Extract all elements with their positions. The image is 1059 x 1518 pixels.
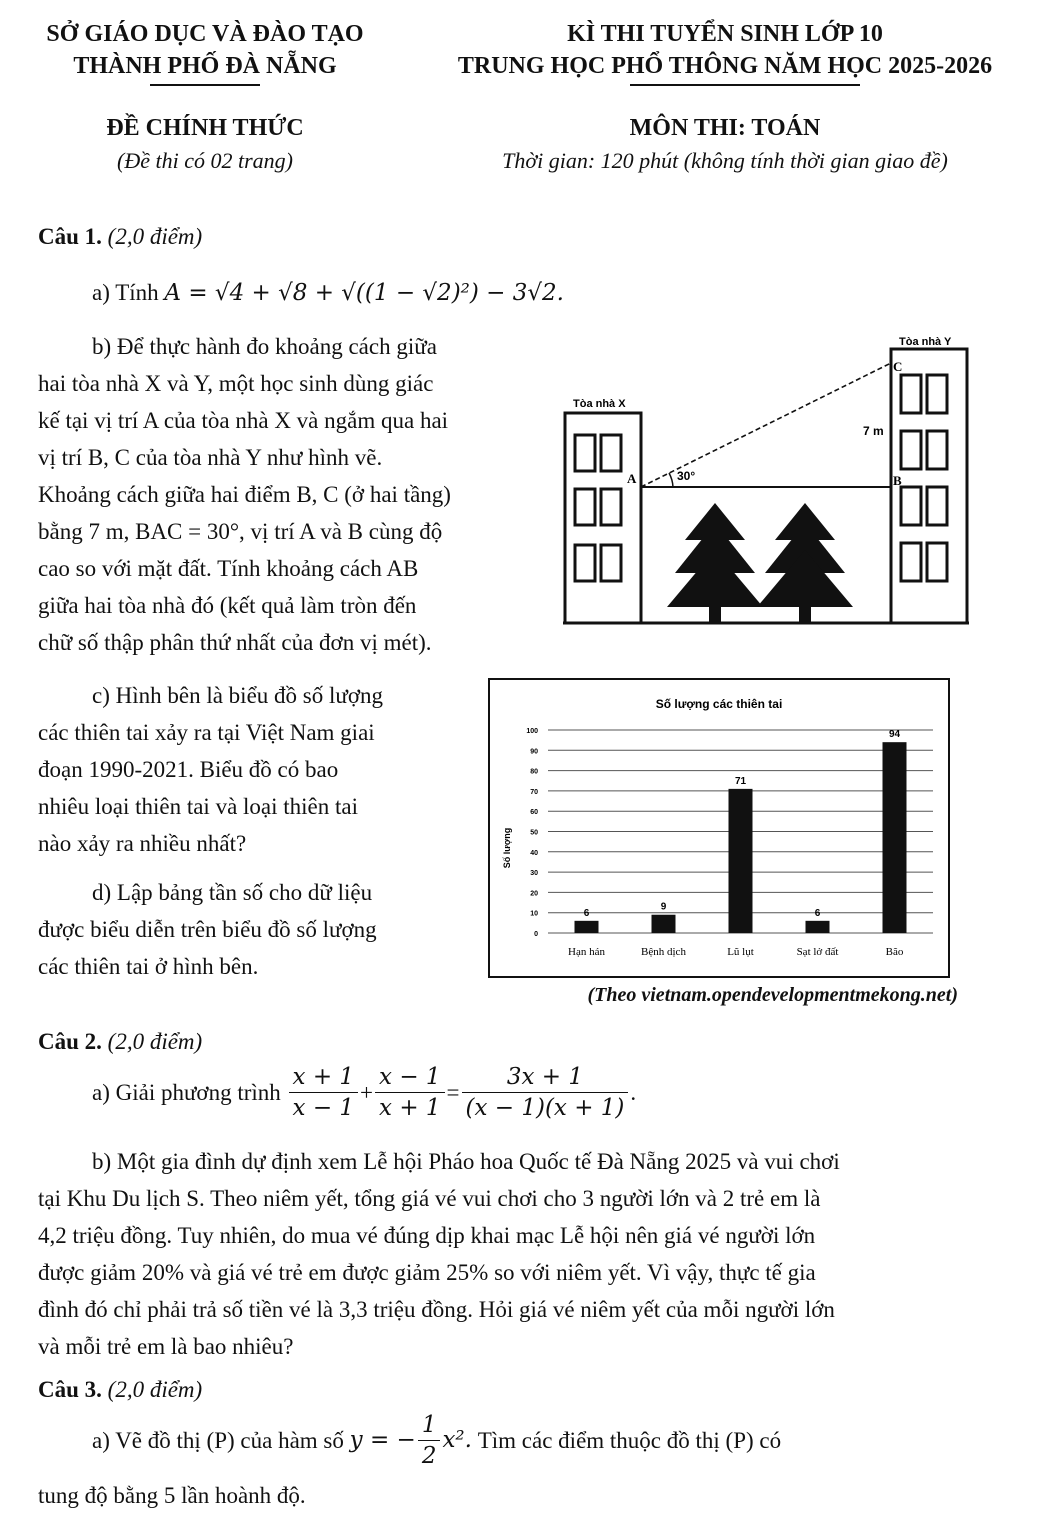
q3a-text-cont: Tìm các điểm thuộc đồ thị (P) có bbox=[477, 1428, 782, 1453]
q2a-fraction-2 bbox=[375, 1062, 445, 1123]
tree-icon bbox=[667, 503, 763, 623]
chart-x-tick-label: Lũ lụt bbox=[727, 946, 754, 958]
chart-y-tick-label: 0 bbox=[534, 931, 538, 938]
q2b-line: 4,2 triệu đồng. Tuy nhiên, do mua vé đúng dịp khai mạc Lễ hội nên giá vé người lớn bbox=[38, 1223, 816, 1248]
chart-y-tick-label: 40 bbox=[530, 849, 538, 857]
fraction-denominator: 2 bbox=[421, 1443, 437, 1469]
point-c-label: C bbox=[893, 359, 903, 374]
fraction-denominator: x − 1 bbox=[292, 1095, 355, 1121]
fraction-numerator: x − 1 bbox=[375, 1062, 445, 1093]
q1c-line: nhiêu loại thiên tai và loại thiên tai bbox=[38, 794, 358, 819]
equals-sign: = bbox=[446, 1080, 460, 1105]
q1b-line: chữ số thập phân thứ nhất của đơn vị mét). bbox=[38, 630, 432, 655]
q2b-line: đình đó chỉ phải trả số tiền vé là 3,3 triệu đồng. Hỏi giá vé niêm yết của mỗi người lớn bbox=[38, 1297, 835, 1322]
q3-points: (2,0 điểm) bbox=[107, 1377, 203, 1402]
department-name: SỞ GIÁO DỤC VÀ ĐÀO TẠO bbox=[46, 21, 364, 47]
school-year: TRUNG HỌC PHỔ THÔNG NĂM HỌC 2025-2026 bbox=[457, 53, 993, 79]
chart-y-tick-label: 50 bbox=[530, 829, 538, 837]
q1d-line: d) Lập bảng tần số cho dữ liệu bbox=[92, 880, 373, 905]
chart-y-tick-label: 20 bbox=[530, 890, 538, 898]
subject-label: MÔN THI: TOÁN bbox=[629, 115, 821, 141]
chart-data-label: 6 bbox=[583, 907, 590, 919]
chart-data-label: 6 bbox=[814, 907, 821, 919]
fraction-numerator: x + 1 bbox=[289, 1062, 359, 1093]
q1b-line: cao so với mặt đất. Tính khoảng cách AB bbox=[38, 556, 419, 581]
city-name: THÀNH PHỐ ĐÀ NẴNG bbox=[73, 53, 337, 79]
q2b-line: và mỗi trẻ em là bao nhiêu? bbox=[38, 1334, 294, 1359]
q1b-line: bằng 7 m, BAC = 30°, vị trí A và B cùng độ bbox=[38, 519, 443, 544]
q2-points: (2,0 điểm) bbox=[107, 1029, 203, 1054]
q1b-text bbox=[38, 328, 538, 661]
fraction-numerator: 3x + 1 bbox=[462, 1062, 629, 1093]
chart-data-label: 94 bbox=[888, 729, 901, 741]
q1a-label: a) Tính bbox=[92, 280, 159, 305]
angle-label: 30° bbox=[677, 469, 696, 483]
distance-label: 7 m bbox=[863, 424, 884, 438]
building-y bbox=[891, 349, 967, 623]
q2b-text bbox=[38, 1143, 1013, 1365]
chart-bar bbox=[729, 789, 753, 933]
chart-y-tick-label: 30 bbox=[530, 870, 538, 878]
angle-arc bbox=[669, 473, 673, 487]
header-left bbox=[10, 18, 400, 82]
q3a-text: a) Vẽ đồ thị (P) của hàm số bbox=[92, 1428, 344, 1453]
exam-name: KÌ THI TUYỂN SINH LỚP 10 bbox=[567, 21, 883, 47]
q1b-line: Khoảng cách giữa hai điểm B, C (ở hai tầng) bbox=[38, 482, 451, 507]
q2-title: Câu 2. bbox=[38, 1029, 102, 1054]
chart-y-tick-label: 90 bbox=[530, 748, 538, 756]
q2a bbox=[92, 1062, 636, 1123]
q1b-line: vị trí B, C của tòa nhà Y như hình vẽ. bbox=[38, 445, 383, 470]
q1b-line: hai tòa nhà X và Y, một học sinh dùng giác bbox=[38, 371, 434, 396]
q2-heading bbox=[38, 1023, 202, 1060]
chart-y-axis-label: Số lượng bbox=[502, 827, 512, 869]
header-right bbox=[405, 18, 1045, 82]
q1c-text bbox=[38, 677, 464, 862]
q1c-line: các thiên tai xảy ra tại Việt Nam giai bbox=[38, 720, 375, 745]
q1-title: Câu 1. bbox=[38, 224, 102, 249]
q1a-expression: A = √4 + √8 + √((1 − √2)²) − 3√2. bbox=[164, 280, 564, 306]
q1c-line: đoạn 1990-2021. Biểu đồ có bao bbox=[38, 757, 339, 782]
chart-x-tick-label: Hạn hán bbox=[568, 946, 605, 958]
q2a-label: a) Giải phương trình bbox=[92, 1080, 281, 1105]
q2a-fraction-3 bbox=[462, 1062, 629, 1123]
chart-y-tick-label: 10 bbox=[530, 910, 538, 918]
official-label: ĐỀ CHÍNH THỨC bbox=[106, 115, 304, 141]
q1c-line: nào xảy ra nhiều nhất? bbox=[38, 831, 247, 856]
fraction-numerator: 1 bbox=[418, 1410, 441, 1441]
buildings-figure bbox=[555, 335, 975, 630]
chart-data-label: 71 bbox=[734, 775, 747, 787]
period: . bbox=[630, 1080, 637, 1105]
chart-y-tick-label: 100 bbox=[526, 728, 538, 735]
q1d-text bbox=[38, 874, 464, 985]
fraction-denominator: (x − 1)(x + 1) bbox=[465, 1095, 625, 1121]
point-a-label: A bbox=[627, 471, 637, 486]
pages-note: (Đề thi có 02 trang) bbox=[117, 148, 293, 173]
chart-bar bbox=[806, 921, 830, 933]
q1-points: (2,0 điểm) bbox=[107, 224, 203, 249]
chart-y-tick-label: 60 bbox=[530, 809, 538, 817]
q3a-function-lhs: y = − bbox=[349, 1427, 416, 1453]
chart-data-label: 9 bbox=[660, 901, 667, 913]
header-left-underline bbox=[150, 84, 260, 86]
chart-source bbox=[488, 984, 958, 1007]
q1-heading bbox=[38, 218, 202, 255]
chart-y-tick-label: 70 bbox=[530, 788, 538, 796]
time-note: Thời gian: 120 phút (không tính thời gian giao đề) bbox=[502, 148, 948, 173]
disaster-bar-chart bbox=[488, 678, 950, 978]
q1b-line: kế tại vị trí A của tòa nhà X và ngắm qua hai bbox=[38, 408, 449, 433]
chart-x-tick-label: Sạt lở đất bbox=[796, 946, 839, 958]
tree-icon bbox=[757, 503, 853, 623]
fraction-denominator: x + 1 bbox=[379, 1095, 441, 1121]
building-x bbox=[565, 413, 641, 623]
chart-bar bbox=[652, 915, 676, 933]
q3a-fraction bbox=[418, 1410, 441, 1471]
chart-x-tick-label: Bão bbox=[885, 946, 904, 958]
point-b-label: B bbox=[893, 473, 902, 488]
q3-title: Câu 3. bbox=[38, 1377, 102, 1402]
chart-frame bbox=[489, 679, 949, 977]
q1d-line: được biểu diễn trên biểu đồ số lượng bbox=[38, 917, 377, 942]
chart-bar bbox=[575, 921, 599, 933]
plus-sign: + bbox=[360, 1080, 374, 1105]
q3a bbox=[92, 1410, 1017, 1471]
label-building-x: Tòa nhà X bbox=[573, 398, 626, 410]
chart-title: Số lượng các thiên tai bbox=[655, 697, 783, 711]
q3a-function-rhs: x². bbox=[442, 1427, 472, 1453]
chart-source-text: (Theo vietnam.opendevelopmentmekong.net) bbox=[587, 984, 958, 1006]
q1a bbox=[92, 274, 564, 312]
q2a-fraction-1 bbox=[289, 1062, 359, 1123]
q1b-line: b) Để thực hành đo khoảng cách giữa bbox=[92, 334, 437, 359]
q1b-line: giữa hai tòa nhà đó (kết quả làm tròn đến bbox=[38, 593, 417, 618]
chart-x-tick-label: Bệnh dịch bbox=[641, 946, 686, 958]
header-right-underline bbox=[630, 84, 860, 86]
chart-y-tick-label: 80 bbox=[530, 768, 538, 776]
chart-bar bbox=[883, 742, 907, 933]
label-building-y: Tòa nhà Y bbox=[899, 336, 952, 348]
q2b-line: tại Khu Du lịch S. Theo niêm yết, tổng giá vé vui chơi cho 3 người lớn và 2 trẻ em là bbox=[38, 1186, 821, 1211]
q2b-line: b) Một gia đình dự định xem Lễ hội Pháo hoa Quốc tế Đà Nẵng 2025 và vui chơi bbox=[92, 1149, 840, 1174]
q1d-line: các thiên tai ở hình bên. bbox=[38, 954, 259, 979]
q3a-text-line2: tung độ bằng 5 lần hoành độ. bbox=[38, 1483, 306, 1508]
q1c-line: c) Hình bên là biểu đồ số lượng bbox=[92, 683, 383, 708]
q3-heading bbox=[38, 1371, 202, 1408]
q2b-line: được giảm 20% và giá vé trẻ em được giảm 25% so với niêm yết. Vì vậy, thực tế gia bbox=[38, 1260, 816, 1285]
